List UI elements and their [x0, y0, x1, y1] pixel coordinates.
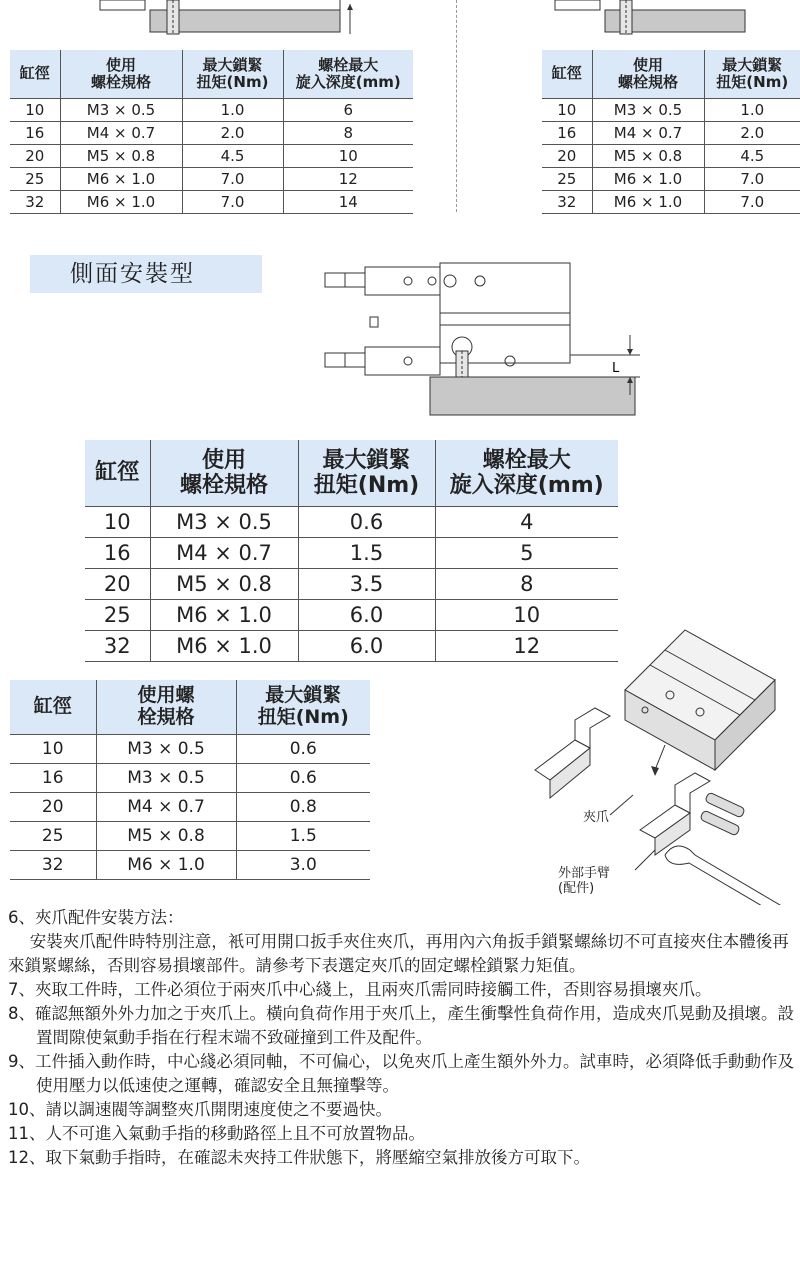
table-cell: 20 [85, 569, 150, 600]
header-bolt-spec: 使用 螺栓規格 [592, 50, 704, 99]
table-cell: 5 [435, 538, 618, 569]
table-cell: 6.0 [298, 600, 435, 631]
note-7: 7、夾取工件時，工件必須位于兩夾爪中心綫上，且兩夾爪需同時接觸工件，否則容易損壞夾爪。 [8, 980, 712, 999]
table-cell: 32 [10, 851, 96, 880]
table-cell: M6 × 1.0 [592, 168, 704, 191]
table-cell: M4 × 0.7 [150, 538, 298, 569]
table-cell: M3 × 0.5 [150, 507, 298, 538]
table-cell: 7.0 [182, 191, 283, 214]
table-row [10, 168, 413, 191]
header-max-torque: 最大鎖緊 扭矩(Nm) [298, 440, 435, 507]
note-6: 6、夾爪配件安裝方法： [8, 908, 184, 927]
table-cell: 6.0 [298, 631, 435, 662]
header-bore: 缸徑 [85, 440, 150, 507]
table-cell: 32 [85, 631, 150, 662]
table-cell: 10 [10, 99, 60, 122]
header-bore: 缸徑 [10, 50, 60, 99]
table-cell: 25 [542, 168, 592, 191]
label-claw: 夾爪 [583, 810, 610, 825]
header-max-torque: 最大鎖緊 扭矩(Nm) [704, 50, 800, 99]
header-bolt-spec: 使用螺 栓規格 [96, 680, 236, 735]
note-10: 10、請以調速閥等調整夾爪開閉速度使之不要過快。 [8, 1100, 392, 1119]
table-cell: 3.5 [298, 569, 435, 600]
table-row [10, 122, 413, 145]
table-cell: M6 × 1.0 [60, 168, 182, 191]
table-cell: M5 × 0.8 [150, 569, 298, 600]
header-max-torque: 最大鎖緊 扭矩(Nm) [182, 50, 283, 99]
top-right-diagram-fragment [550, 0, 750, 40]
table-cell: 4.5 [704, 145, 800, 168]
note-12: 12、取下氣動手指時，在確認未夾持工件狀態下，將壓縮空氣排放後方可取下。 [8, 1148, 590, 1167]
table-cell: 32 [542, 191, 592, 214]
header-bolt-spec: 使用 螺栓規格 [150, 440, 298, 507]
table-row [542, 99, 800, 122]
table-cell: 20 [542, 145, 592, 168]
table-cell: M3 × 0.5 [592, 99, 704, 122]
table-cell: 2.0 [704, 122, 800, 145]
table-row [10, 99, 413, 122]
table-cell: 6 [283, 99, 413, 122]
table-row [85, 507, 618, 538]
label-external-arm-line1: 外部手臂 [558, 866, 611, 881]
table-cell: M6 × 1.0 [150, 631, 298, 662]
header-bolt-spec: 使用 螺栓規格 [60, 50, 182, 99]
table-cell: 25 [85, 600, 150, 631]
table-row [10, 793, 370, 822]
table-row [10, 191, 413, 214]
table-cell: 14 [283, 191, 413, 214]
table-cell: 7.0 [182, 168, 283, 191]
table-cell: 4.5 [182, 145, 283, 168]
table-cell: 0.8 [236, 793, 370, 822]
table-cell: 0.6 [298, 507, 435, 538]
table-cell: 4 [435, 507, 618, 538]
table-row [542, 168, 800, 191]
header-max-torque: 最大鎖緊 扭矩(Nm) [236, 680, 370, 735]
table-cell: M3 × 0.5 [60, 99, 182, 122]
table-cell: M4 × 0.7 [592, 122, 704, 145]
table-row [542, 145, 800, 168]
table-cell: M5 × 0.8 [60, 145, 182, 168]
table-cell: 7.0 [704, 191, 800, 214]
table-row [10, 735, 370, 764]
table-cell: 12 [435, 631, 618, 662]
table-cell: M5 × 0.8 [96, 822, 236, 851]
table-cell: 25 [10, 168, 60, 191]
table-cell: 0.6 [236, 764, 370, 793]
table-cell: M4 × 0.7 [96, 793, 236, 822]
table-cell: 20 [10, 145, 60, 168]
table-cell: 7.0 [704, 168, 800, 191]
section-title-side-mount: 側面安裝型 [30, 255, 262, 293]
table-cell: 1.5 [298, 538, 435, 569]
header-max-depth: 螺栓最大 旋入深度(mm) [283, 50, 413, 99]
header-bore: 缸徑 [10, 680, 96, 735]
table-cell: M6 × 1.0 [150, 600, 298, 631]
label-external-arm-line2: (配件) [558, 881, 595, 896]
table-row [10, 764, 370, 793]
table-cell: 10 [542, 99, 592, 122]
table-cell: 1.0 [182, 99, 283, 122]
dimension-label: L [612, 361, 620, 376]
table-cell: M5 × 0.8 [592, 145, 704, 168]
installation-notes [8, 906, 798, 1170]
table-cell: M4 × 0.7 [60, 122, 182, 145]
table-cell: 16 [10, 764, 96, 793]
table-cell: 3.0 [236, 851, 370, 880]
table-cell: 25 [10, 822, 96, 851]
table-cell: 10 [435, 600, 618, 631]
claw-assembly-illustration [515, 620, 800, 905]
note-6-body: 安裝夾爪配件時特別注意，衹可用開口扳手夾住夾爪，再用內六角扳手鎖緊螺絲切不可直接夾住本體後再來鎖緊螺絲，否則容易損壞部件。請參考下表選定夾爪的固定螺栓鎖緊力矩值。 [8, 932, 789, 975]
table-cell: 32 [10, 191, 60, 214]
table-row [542, 191, 800, 214]
table-cell: 0.6 [236, 735, 370, 764]
table-cell: 12 [283, 168, 413, 191]
table-cell: 1.5 [236, 822, 370, 851]
table-cell: M3 × 0.5 [96, 735, 236, 764]
table-row [10, 822, 370, 851]
bolt-table-top-right [542, 50, 800, 214]
table-cell: 16 [85, 538, 150, 569]
top-left-diagram-fragment [95, 0, 365, 40]
table-cell: 1.0 [704, 99, 800, 122]
table-cell: 16 [542, 122, 592, 145]
header-bore: 缸徑 [542, 50, 592, 99]
table-cell: 8 [283, 122, 413, 145]
table-row [85, 569, 618, 600]
note-9: 9、工件插入動作時，中心綫必須同軸，不可偏心，以免夾爪上產生額外外力。試車時，必須降低手動動作及使用壓力以低速使之運轉，確認安全且無撞擊等。 [8, 1052, 794, 1095]
table-cell: M3 × 0.5 [96, 764, 236, 793]
header-max-depth: 螺栓最大 旋入深度(mm) [435, 440, 618, 507]
side-mount-diagram [320, 255, 645, 425]
table-row [542, 122, 800, 145]
divider-dashed [456, 0, 457, 212]
table-row [10, 145, 413, 168]
table-row [10, 851, 370, 880]
table-cell: 10 [10, 735, 96, 764]
bolt-table-claw [10, 680, 370, 880]
table-cell: 10 [283, 145, 413, 168]
table-cell: M6 × 1.0 [60, 191, 182, 214]
table-cell: 10 [85, 507, 150, 538]
table-cell: M6 × 1.0 [96, 851, 236, 880]
table-cell: M6 × 1.0 [592, 191, 704, 214]
bolt-table-top-left [10, 50, 413, 214]
table-cell: 20 [10, 793, 96, 822]
table-cell: 2.0 [182, 122, 283, 145]
table-cell: 16 [10, 122, 60, 145]
label-external-arm [558, 866, 610, 896]
note-11: 11、人不可進入氣動手指的移動路徑上且不可放置物品。 [8, 1124, 425, 1143]
table-cell: 8 [435, 569, 618, 600]
note-8: 8、確認無額外外力加之于夾爪上。橫向負荷作用于夾爪上，產生衝擊性負荷作用，造成夾爪晃動及損壞。設置間隙使氣動手指在行程末端不致碰撞到工件及配件。 [8, 1004, 794, 1047]
table-row [85, 538, 618, 569]
